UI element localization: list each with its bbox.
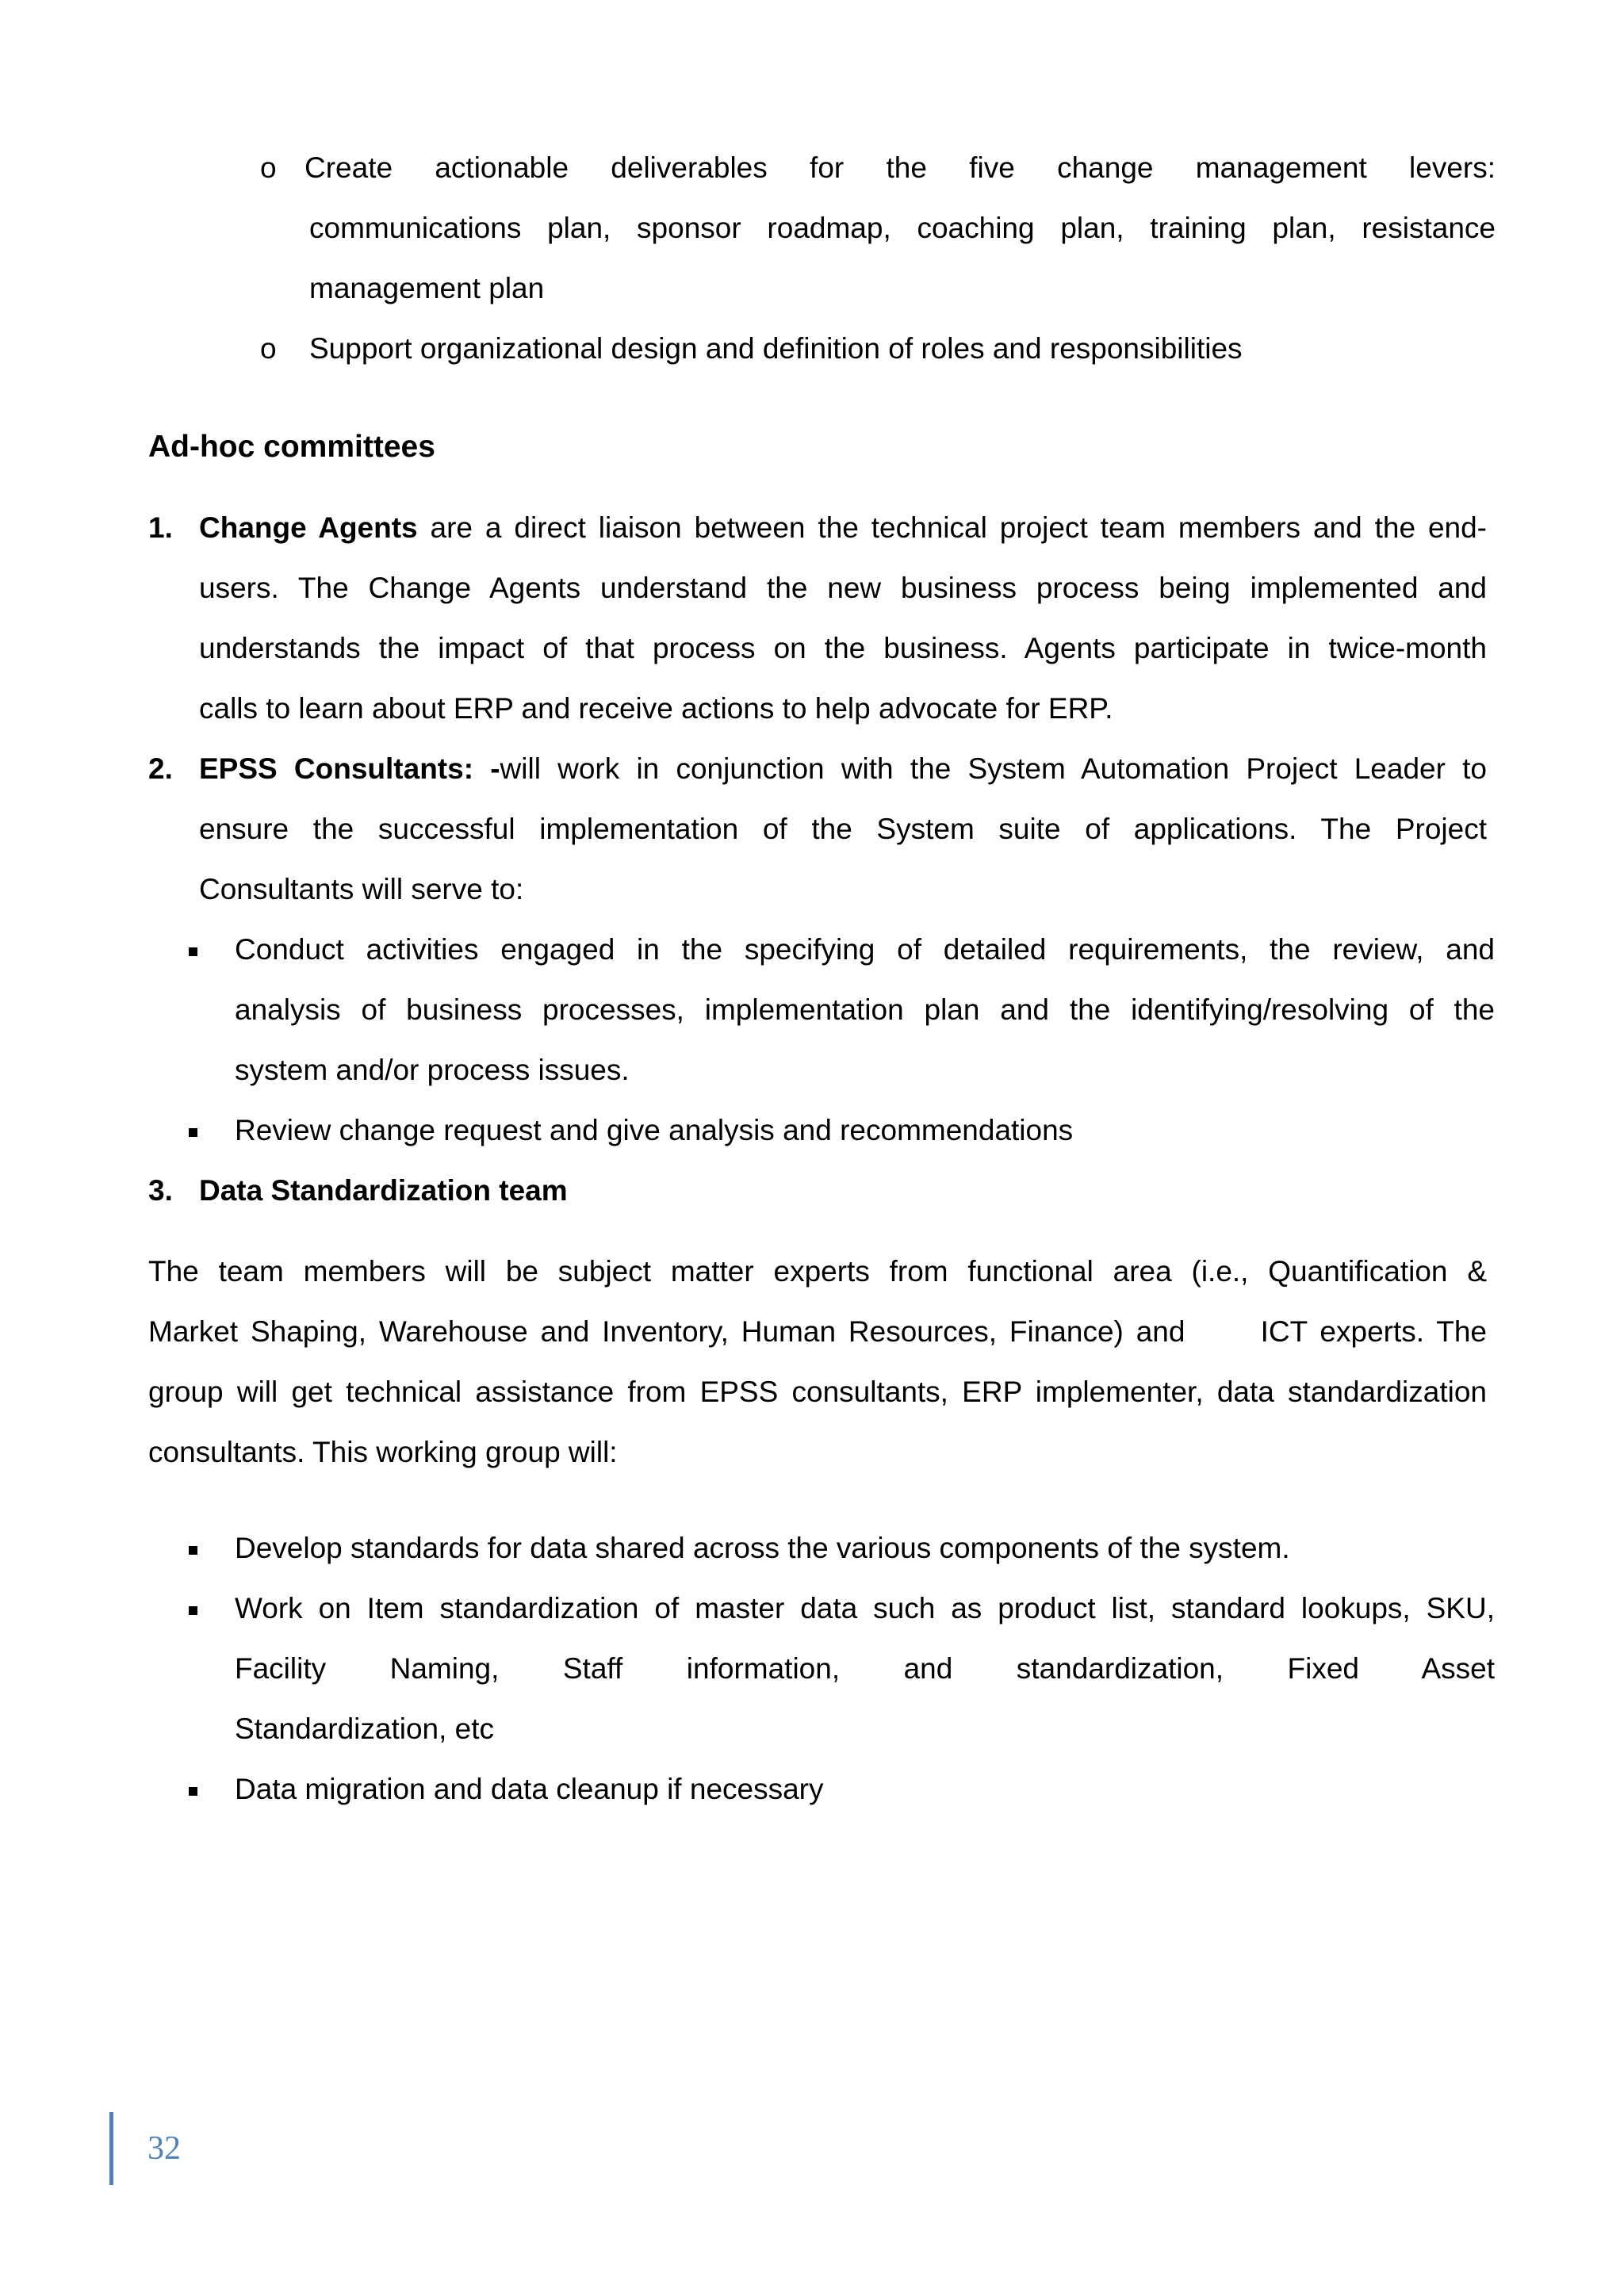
square-bullet-icon bbox=[189, 947, 197, 956]
bottom-bullet-3 bbox=[235, 1759, 1495, 1820]
square-bullet-icon bbox=[189, 1128, 197, 1137]
text-line: system and/or process issues. bbox=[235, 1054, 630, 1086]
list-number: 2. bbox=[148, 752, 173, 785]
text-line: Standardization, etc bbox=[235, 1712, 495, 1745]
text-line: users. The Change Agents understand the new business process being implemented and bbox=[199, 572, 1487, 604]
bottom-bullet-2 bbox=[235, 1578, 1495, 1759]
text-line: Facility Naming, Staff information, and standardization, Fixed Asset bbox=[235, 1652, 1495, 1685]
page-number: 32 bbox=[147, 2130, 181, 2167]
text-line: communications plan, sponsor roadmap, coaching plan, training plan, resistance bbox=[309, 212, 1496, 244]
text-line: Support organizational design and definition of roles and responsibilities bbox=[309, 332, 1243, 365]
item-title: EPSS Consultants: - bbox=[199, 752, 500, 785]
text-line: Market Shaping, Warehouse and Inventory, Human Resources, Finance) and ICT experts. The bbox=[148, 1315, 1487, 1348]
text-line: Consultants will serve to: bbox=[199, 873, 524, 905]
bottom-bullet-1 bbox=[235, 1518, 1495, 1578]
section-heading: Ad-hoc committees bbox=[148, 430, 435, 464]
team-paragraph bbox=[148, 1242, 1487, 1483]
text-line: calls to learn about ERP and receive actions to help advocate for ERP. bbox=[199, 692, 1113, 725]
text-line: Create actionable deliverables for the five change management levers: bbox=[304, 151, 1496, 184]
sub-bullet-1 bbox=[235, 920, 1495, 1100]
text-line: Work on Item standardization of master data such as product list, standard lookups, SKU, bbox=[235, 1592, 1495, 1624]
footer-accent-bar bbox=[109, 2112, 113, 2185]
square-bullet-icon bbox=[189, 1606, 197, 1615]
list-item-epss-consultants bbox=[199, 739, 1487, 920]
text-line: Conduct activities engaged in the specifying of detailed requirements, the review, and bbox=[235, 933, 1495, 966]
top-bullet-1 bbox=[306, 138, 1496, 319]
item-text: are a direct liaison between the technical project team members and the end- bbox=[417, 511, 1487, 544]
text-line: consultants. This working group will: bbox=[148, 1436, 618, 1468]
top-bullet-2 bbox=[309, 319, 1499, 379]
text-line bbox=[199, 498, 1487, 558]
square-bullet-icon bbox=[189, 1546, 197, 1555]
bullet-marker: o bbox=[260, 151, 277, 184]
sub-bullet-2 bbox=[235, 1100, 1495, 1161]
list-number: 3. bbox=[148, 1174, 173, 1207]
item-title: Data Standardization team bbox=[199, 1174, 568, 1207]
item-text: will work in conjunction with the System Automation Project Leader to bbox=[500, 752, 1487, 785]
text-line: The team members will be subject matter experts from functional area (i.e., Quantification & bbox=[148, 1255, 1487, 1288]
text-line: Review change request and give analysis and recommendations bbox=[235, 1114, 1074, 1146]
text-line: group will get technical assistance from EPSS consultants, ERP implementer, data standardization bbox=[148, 1376, 1487, 1408]
text-line: analysis of business processes, implementation plan and the identifying/resolving of the bbox=[235, 993, 1495, 1026]
text-line bbox=[199, 739, 1487, 799]
text-line: management plan bbox=[309, 272, 545, 304]
bullet-marker: o bbox=[260, 332, 277, 365]
text-line: ensure the successful implementation of the System suite of applications. The Project bbox=[199, 813, 1487, 845]
list-number: 1. bbox=[148, 511, 173, 544]
square-bullet-icon bbox=[189, 1787, 197, 1796]
list-item-data-standardization bbox=[199, 1161, 1487, 1221]
list-item-change-agents bbox=[199, 498, 1487, 739]
text-line: understands the impact of that process on the business. Agents participate in twice-month bbox=[199, 632, 1487, 664]
text-line: Data migration and data cleanup if necessary bbox=[235, 1773, 824, 1805]
item-title: Change Agents bbox=[199, 511, 418, 544]
text-line: Develop standards for data shared across the various components of the system. bbox=[235, 1532, 1290, 1564]
